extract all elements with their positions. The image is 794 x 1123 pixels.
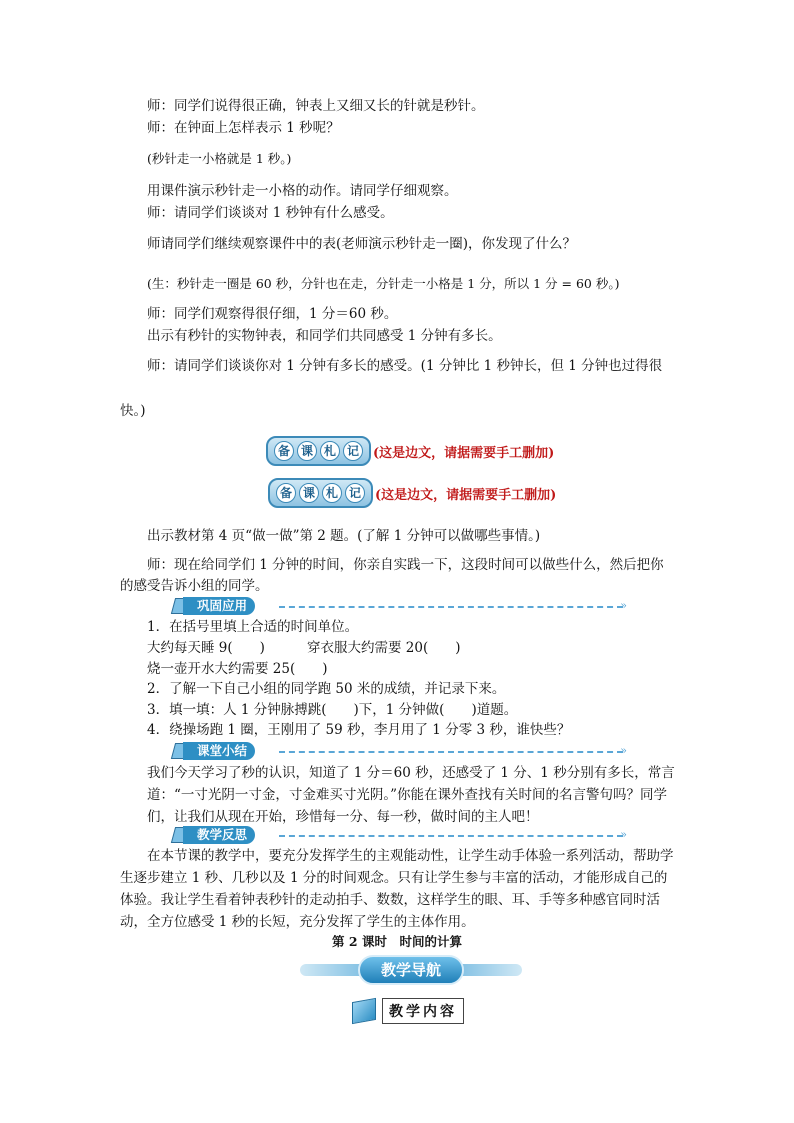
text-line: 师：同学们说得很正确，钟表上又细又长的针就是秒针。 (147, 98, 485, 114)
lesson-notes-banner (266, 436, 554, 466)
text-line: 师请同学们继续观察课件中的表(老师演示秒针走一圈)，你发现了什么？ (147, 236, 577, 252)
arrow-icon: » (620, 599, 627, 612)
exercise-line: 3．填一填：人 1 分钟脉搏跳( )下，1 分钟做( )道题。 (147, 702, 518, 718)
text-line: 出示教材第 4 页“做一做”第 2 题。(了解 1 分钟可以做哪些事情。) (147, 528, 541, 544)
text-line: 用课件演示秒针走一小格的动作。请同学仔细观察。 (147, 183, 458, 199)
section-header-summary (183, 742, 627, 760)
text-line: 师：请同学们谈谈你对 1 分钟有多长的感受。(1 分钟比 1 秒钟长，但 1 分钟也过得很 (147, 358, 663, 374)
reflection-paragraph: 在本节课的教学中，要充分发挥学生的主观能动性，让学生动手体验一系列活动，帮助学生逐步建立 1 秒、几秒以及 1 分的时间观念。只有让学生参与丰富的活动，才能形成自己的体验。我让学生看着钟表秒针的走动拍手、数数，这样学生的眼、耳、手等多种感官同时活动，全方位感受 1 秒的长短，充分发挥了学生的主体作用。 (120, 848, 674, 930)
exercise-line: 穿衣服大约需要 20( ) (307, 640, 461, 656)
badge-char: 札 (320, 441, 340, 461)
exercise-line: 1．在括号里填上合适的时间单位。 (147, 619, 359, 635)
arrow-icon: » (620, 828, 627, 841)
section-label: 巩固应用 (183, 597, 255, 615)
text-line: 出示有秒针的实物钟表，和同学们共同感受 1 分钟有多长。 (147, 328, 502, 344)
badge-char: 课 (299, 483, 319, 503)
content-heading (352, 998, 464, 1024)
arrow-icon: » (620, 744, 627, 757)
text-line: 师：同学们观察得很仔细，1 分＝60 秒。 (147, 306, 398, 322)
summary-paragraph: 我们今天学习了秒的认识，知道了 1 分＝60 秒，还感受了 1 分、1 秒分别有多长，常言道：“一寸光阴一寸金，寸金难买寸光阴。”你能在课外查找有关时间的名言警句吗？同学们，让我们从现在开始，珍惜每一分、每一秒，做时间的主人吧！ (147, 765, 675, 825)
cube-icon (352, 998, 376, 1024)
lesson-notes-badge (268, 478, 373, 508)
lesson-title: 第 2 课时 时间的计算 (332, 934, 462, 949)
text-line: 师：现在给同学们 1 分钟的时间，你亲自实践一下，这段时间可以做些什么，然后把你 (147, 557, 664, 573)
badge-char: 记 (343, 441, 363, 461)
text-line: 师：在钟面上怎样表示 1 秒呢？ (147, 120, 340, 136)
badge-char: 备 (276, 483, 296, 503)
exercise-line: 4．绕操场跑 1 圈，王刚用了 59 秒，李月用了 1 分零 3 秒，谁快些？ (147, 722, 571, 738)
teaching-nav-banner (300, 955, 522, 985)
section-header-reflection (183, 826, 627, 844)
section-label: 教学反思 (183, 826, 255, 844)
badge-char: 札 (322, 483, 342, 503)
dashed-divider (279, 751, 623, 753)
exercise-line: 大约每天睡 9( ) (147, 640, 265, 656)
text-line: (秒针走一小格就是 1 秒。) (147, 151, 292, 166)
text-line: (生：秒针走一圈是 60 秒，分针也在走，分针走一小格是 1 分，所以 1 分 = 60 秒。) (147, 276, 620, 291)
text-line: 师：请同学们谈谈对 1 秒钟有什么感受。 (147, 205, 394, 221)
exercise-line: 烧一壶开水大约需要 25( ) (147, 661, 328, 677)
exercise-line: 2．了解一下自己小组的同学跑 50 米的成绩，并记录下来。 (147, 681, 506, 697)
badge-char: 记 (345, 483, 365, 503)
badge-char: 备 (274, 441, 294, 461)
margin-note: (这是边文，请据需要手工删加) (375, 487, 557, 503)
dashed-divider (279, 606, 623, 608)
dashed-divider (279, 835, 623, 837)
badge-char: 课 (297, 441, 317, 461)
content-label: 教学内容 (382, 998, 464, 1024)
section-label: 课堂小结 (183, 742, 255, 760)
nav-label: 教学导航 (358, 955, 464, 985)
lesson-notes-badge (266, 436, 371, 466)
text-line: 快。) (120, 403, 146, 419)
section-header-consolidate (183, 597, 627, 615)
margin-note: (这是边文，请据需要手工删加) (373, 445, 555, 461)
lesson-notes-banner (268, 478, 556, 508)
text-line: 的感受告诉小组的同学。 (120, 578, 269, 594)
